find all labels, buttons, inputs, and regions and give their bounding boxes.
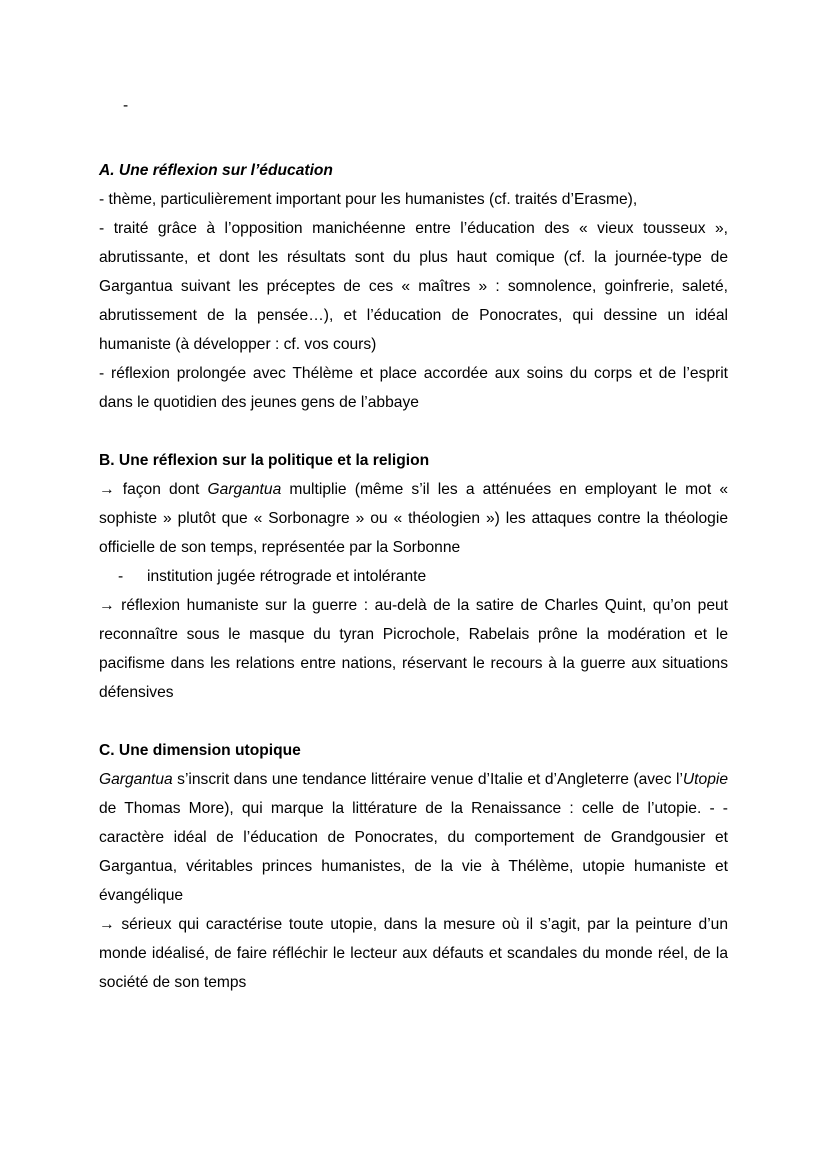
sub-item-bullet: -	[118, 568, 124, 585]
section-b-sub-item	[99, 562, 728, 591]
document-body	[99, 156, 728, 997]
sub-item-text: institution jugée rétrograde et intolérante	[147, 568, 427, 585]
section-b-paragraph-1	[99, 475, 728, 562]
section-c-heading: C. Une dimension utopique	[99, 742, 301, 759]
section-c-paragraph-1	[99, 765, 728, 910]
section-c-p1-text-2: de Thomas More), qui marque la littérature de la Renaissance : celle de l’utopie. - - caractère idéal de l’éducation de Ponocrates, du comportement de Grandgousier et Gargantua, véritables princes humanistes, de la vie à Thélème, utopie humaniste et évangélique	[99, 800, 728, 904]
section-spacer	[99, 707, 728, 736]
section-a-heading: A. Une réflexion sur l’éducation	[99, 162, 333, 179]
section-c-paragraph-2: → sérieux qui caractérise toute utopie, dans la mesure où il s’agit, par la peinture d’un monde idéalisé, de faire réfléchir le lecteur aux défauts et scandales du monde réel, de la société de son temps	[99, 916, 728, 991]
section-c-p1-text-1: s’inscrit dans une tendance littéraire venue d’Italie et d’Angleterre (avec l’	[172, 771, 683, 788]
section-b-p1-prefix: → façon dont	[99, 481, 208, 498]
section-b-p1-suffix: multiplie (même s’il les a atténuées en employant le mot « sophiste » plutôt que « Sorbonagre » ou « théologien ») les attaques contre la théologie officielle de son temps, représentée par la Sorbonne	[99, 481, 728, 556]
section-spacer	[99, 417, 728, 446]
section-a-line-1: - thème, particulièrement important pour les humanistes (cf. traités d’Erasme),	[99, 191, 638, 208]
section-b-paragraph-2: → réflexion humaniste sur la guerre : au-delà de la satire de Charles Quint, qu’on peut reconnaître sous le masque du tyran Picrochole, Rabelais prône la modération et le pacifisme dans les relations entre nations, réservant le recours à la guerre aux situations défensives	[99, 597, 728, 701]
section-a-paragraph-3: - réflexion prolongée avec Thélème et place accordée aux soins du corps et de l’esprit dans le quotidien des jeunes gens de l’abbaye	[99, 365, 728, 411]
section-b-heading: B. Une réflexion sur la politique et la religion	[99, 452, 430, 469]
section-a-paragraph-2: - traité grâce à l’opposition manichéenne entre l’éducation des « vieux tousseux », abrutissante, et dont les résultats sont du plus haut comique (cf. la journée-type de Gargantua suivant les préceptes de ces « maîtres » : somnolence, goinfrerie, saleté, abrutissement de la pensée…), et l’éducation de Ponocrates, qui dessine un idéal humaniste (à développer : cf. vos cours)	[99, 220, 728, 353]
section-c-p1-utopie: Utopie	[682, 771, 728, 788]
section-c-p1-title: Gargantua	[99, 771, 173, 788]
section-b-p1-title: Gargantua	[207, 481, 282, 498]
stray-dash-mark: -	[123, 97, 129, 114]
